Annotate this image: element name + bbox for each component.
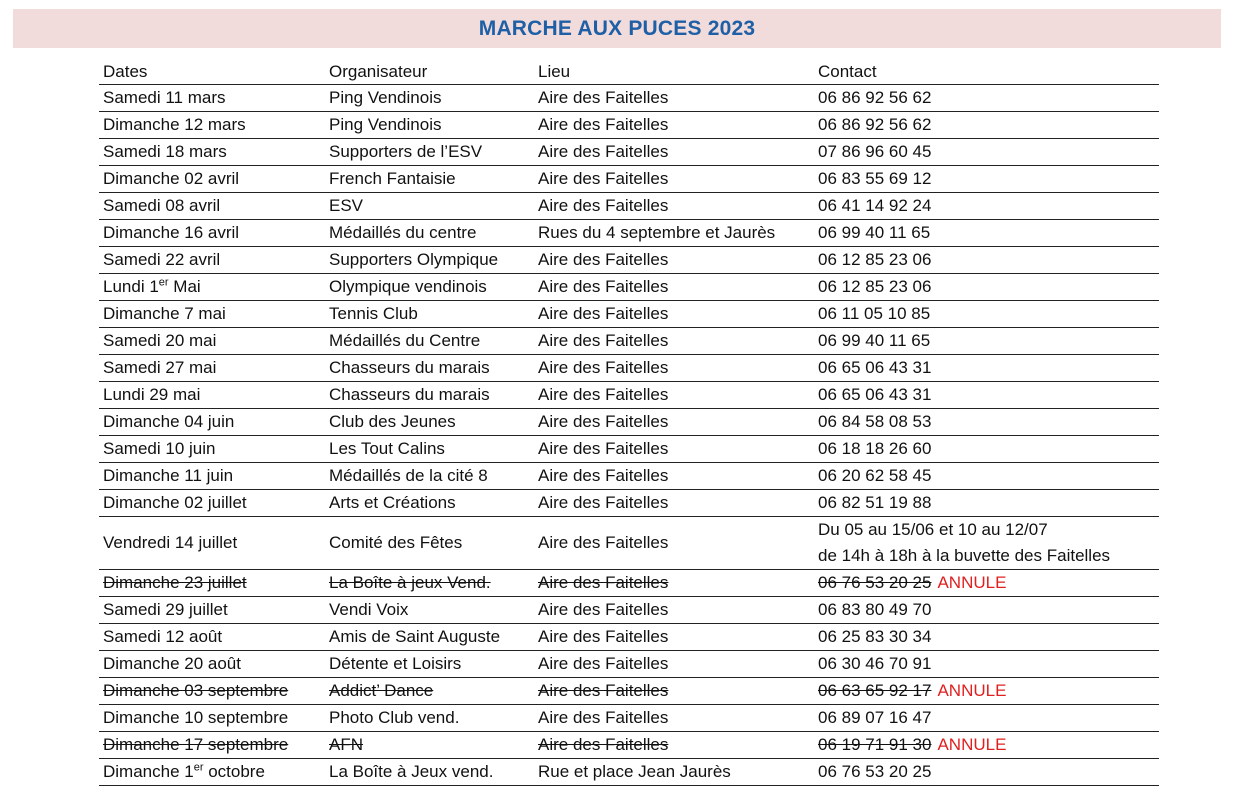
cell-contact: 06 65 06 43 31 (814, 355, 1159, 382)
cell-lieu: Aire des Faitelles (534, 112, 814, 139)
cell-date: Dimanche 11 juin (99, 463, 325, 490)
table-row (99, 382, 1159, 409)
cell-lieu: Aire des Faitelles (534, 193, 814, 220)
cell-date: Dimanche 20 août (99, 651, 325, 678)
cell-organisateur: AFN (325, 732, 534, 759)
cell-date: Dimanche 02 juillet (99, 490, 325, 517)
table-row (99, 166, 1159, 193)
cell-contact: 06 20 62 58 45 (814, 463, 1159, 490)
cell-organisateur: Supporters Olympique (325, 247, 534, 274)
cancelled-badge: ANNULE (937, 573, 1007, 592)
cell-contact: 06 63 65 92 17 ANNULE (814, 678, 1159, 705)
cell-date: Lundi 1er Mai (99, 274, 325, 301)
cell-contact: 06 82 51 19 88 (814, 490, 1159, 517)
table-row (99, 85, 1159, 112)
table-row (99, 247, 1159, 274)
cell-lieu: Aire des Faitelles (534, 597, 814, 624)
cell-contact: 06 25 83 30 34 (814, 624, 1159, 651)
table-row (99, 193, 1159, 220)
cell-date: Dimanche 12 mars (99, 112, 325, 139)
table-row (99, 436, 1159, 463)
cell-contact: 06 83 55 69 12 (814, 166, 1159, 193)
cell-lieu: Aire des Faitelles (534, 166, 814, 193)
cell-date: Samedi 08 avril (99, 193, 325, 220)
cell-lieu: Aire des Faitelles (534, 301, 814, 328)
table-row (99, 409, 1159, 436)
cell-organisateur: Vendi Voix (325, 597, 534, 624)
cell-date: Samedi 20 mai (99, 328, 325, 355)
cell-lieu: Aire des Faitelles (534, 705, 814, 732)
table-row (99, 139, 1159, 166)
table-header-row (99, 60, 1159, 85)
cell-date: Dimanche 02 avril (99, 166, 325, 193)
cell-date: Dimanche 04 juin (99, 409, 325, 436)
cell-organisateur: Arts et Créations (325, 490, 534, 517)
cell-lieu: Rues du 4 septembre et Jaurès (534, 220, 814, 247)
cell-date: Samedi 27 mai (99, 355, 325, 382)
column-header-contact: Contact (814, 60, 1159, 85)
cell-organisateur: Ping Vendinois (325, 112, 534, 139)
schedule-body (99, 85, 1159, 786)
cell-date: Dimanche 10 septembre (99, 705, 325, 732)
cell-contact: 06 19 71 91 30 ANNULE (814, 732, 1159, 759)
cell-lieu: Aire des Faitelles (534, 139, 814, 166)
cell-contact: 06 30 46 70 91 (814, 651, 1159, 678)
table-row (99, 274, 1159, 301)
cell-contact (814, 517, 1159, 570)
table-row (99, 301, 1159, 328)
cell-organisateur: Chasseurs du marais (325, 355, 534, 382)
cell-date: Dimanche 1er octobre (99, 759, 325, 786)
cell-organisateur: ESV (325, 193, 534, 220)
cell-date: Dimanche 23 juillet (99, 570, 325, 597)
cell-contact: 06 86 92 56 62 (814, 85, 1159, 112)
cell-date: Samedi 18 mars (99, 139, 325, 166)
cell-organisateur: Comité des Fêtes (325, 517, 534, 570)
cell-contact: 06 89 07 16 47 (814, 705, 1159, 732)
table-row (99, 651, 1159, 678)
cell-date: Samedi 12 août (99, 624, 325, 651)
cell-contact: 06 83 80 49 70 (814, 597, 1159, 624)
cell-organisateur: Médaillés du Centre (325, 328, 534, 355)
cell-date: Dimanche 7 mai (99, 301, 325, 328)
cell-contact: 06 12 85 23 06 (814, 247, 1159, 274)
cell-organisateur: Ping Vendinois (325, 85, 534, 112)
cell-lieu: Aire des Faitelles (534, 436, 814, 463)
table-row (99, 732, 1159, 759)
table-row (99, 759, 1159, 786)
cell-lieu: Aire des Faitelles (534, 328, 814, 355)
table-row (99, 490, 1159, 517)
cell-date: Vendredi 14 juillet (99, 517, 325, 570)
title-banner (13, 9, 1221, 48)
cell-contact: 06 18 18 26 60 (814, 436, 1159, 463)
table-row (99, 463, 1159, 490)
table-row (99, 517, 1159, 570)
table-row (99, 355, 1159, 382)
table-row (99, 570, 1159, 597)
cell-lieu: Aire des Faitelles (534, 570, 814, 597)
cell-organisateur: French Fantaisie (325, 166, 534, 193)
cell-organisateur: Tennis Club (325, 301, 534, 328)
table-row (99, 112, 1159, 139)
cell-contact: 07 86 96 60 45 (814, 139, 1159, 166)
cell-lieu: Aire des Faitelles (534, 382, 814, 409)
cell-lieu: Aire des Faitelles (534, 85, 814, 112)
cell-contact: 06 65 06 43 31 (814, 382, 1159, 409)
cell-lieu: Aire des Faitelles (534, 517, 814, 570)
schedule-table (99, 60, 1159, 786)
cell-date: Dimanche 03 septembre (99, 678, 325, 705)
cell-date: Dimanche 17 septembre (99, 732, 325, 759)
table-row (99, 678, 1159, 705)
cell-date: Dimanche 16 avril (99, 220, 325, 247)
cell-lieu: Aire des Faitelles (534, 247, 814, 274)
page-title: MARCHE AUX PUCES 2023 (478, 16, 756, 40)
cell-contact: 06 99 40 11 65 (814, 328, 1159, 355)
cell-date: Lundi 29 mai (99, 382, 325, 409)
cell-organisateur: La Boîte à Jeux vend. (325, 759, 534, 786)
cell-lieu: Aire des Faitelles (534, 355, 814, 382)
cell-organisateur: Médaillés du centre (325, 220, 534, 247)
cell-contact: 06 76 53 20 25 (814, 759, 1159, 786)
cell-lieu: Aire des Faitelles (534, 624, 814, 651)
cell-contact: 06 99 40 11 65 (814, 220, 1159, 247)
contact-line: de 14h à 18h à la buvette des Faitelles (818, 546, 1111, 565)
cell-contact: 06 12 85 23 06 (814, 274, 1159, 301)
cell-contact: 06 11 05 10 85 (814, 301, 1159, 328)
cell-organisateur: Détente et Loisirs (325, 651, 534, 678)
cell-contact: 06 86 92 56 62 (814, 112, 1159, 139)
cell-organisateur: Photo Club vend. (325, 705, 534, 732)
cell-date: Samedi 11 mars (99, 85, 325, 112)
cell-organisateur: La Boîte à jeux Vend. (325, 570, 534, 597)
cell-contact: 06 84 58 08 53 (814, 409, 1159, 436)
cell-lieu: Aire des Faitelles (534, 463, 814, 490)
cell-lieu: Aire des Faitelles (534, 678, 814, 705)
table-row (99, 220, 1159, 247)
cell-organisateur: Amis de Saint Auguste (325, 624, 534, 651)
table-row (99, 328, 1159, 355)
contact-line: Du 05 au 15/06 et 10 au 12/07 (818, 520, 1048, 539)
cell-organisateur: Chasseurs du marais (325, 382, 534, 409)
cell-contact: 06 76 53 20 25 ANNULE (814, 570, 1159, 597)
table-row (99, 624, 1159, 651)
cell-lieu: Aire des Faitelles (534, 651, 814, 678)
cell-lieu: Aire des Faitelles (534, 732, 814, 759)
cell-lieu: Rue et place Jean Jaurès (534, 759, 814, 786)
cell-organisateur: Les Tout Calins (325, 436, 534, 463)
table-row (99, 597, 1159, 624)
cell-organisateur: Supporters de l’ESV (325, 139, 534, 166)
cancelled-badge: ANNULE (937, 735, 1007, 754)
column-header-dates: Dates (99, 60, 325, 85)
cell-organisateur: Club des Jeunes (325, 409, 534, 436)
cell-lieu: Aire des Faitelles (534, 274, 814, 301)
cell-organisateur: Médaillés de la cité 8 (325, 463, 534, 490)
column-header-organisateur: Organisateur (325, 60, 534, 85)
cancelled-badge: ANNULE (937, 681, 1007, 700)
cell-lieu: Aire des Faitelles (534, 409, 814, 436)
cell-date: Samedi 10 juin (99, 436, 325, 463)
cell-organisateur: Olympique vendinois (325, 274, 534, 301)
column-header-lieu: Lieu (534, 60, 814, 85)
cell-contact: 06 41 14 92 24 (814, 193, 1159, 220)
cell-lieu: Aire des Faitelles (534, 490, 814, 517)
cell-organisateur: Addict’ Dance (325, 678, 534, 705)
cell-date: Samedi 29 juillet (99, 597, 325, 624)
cell-date: Samedi 22 avril (99, 247, 325, 274)
table-row (99, 705, 1159, 732)
